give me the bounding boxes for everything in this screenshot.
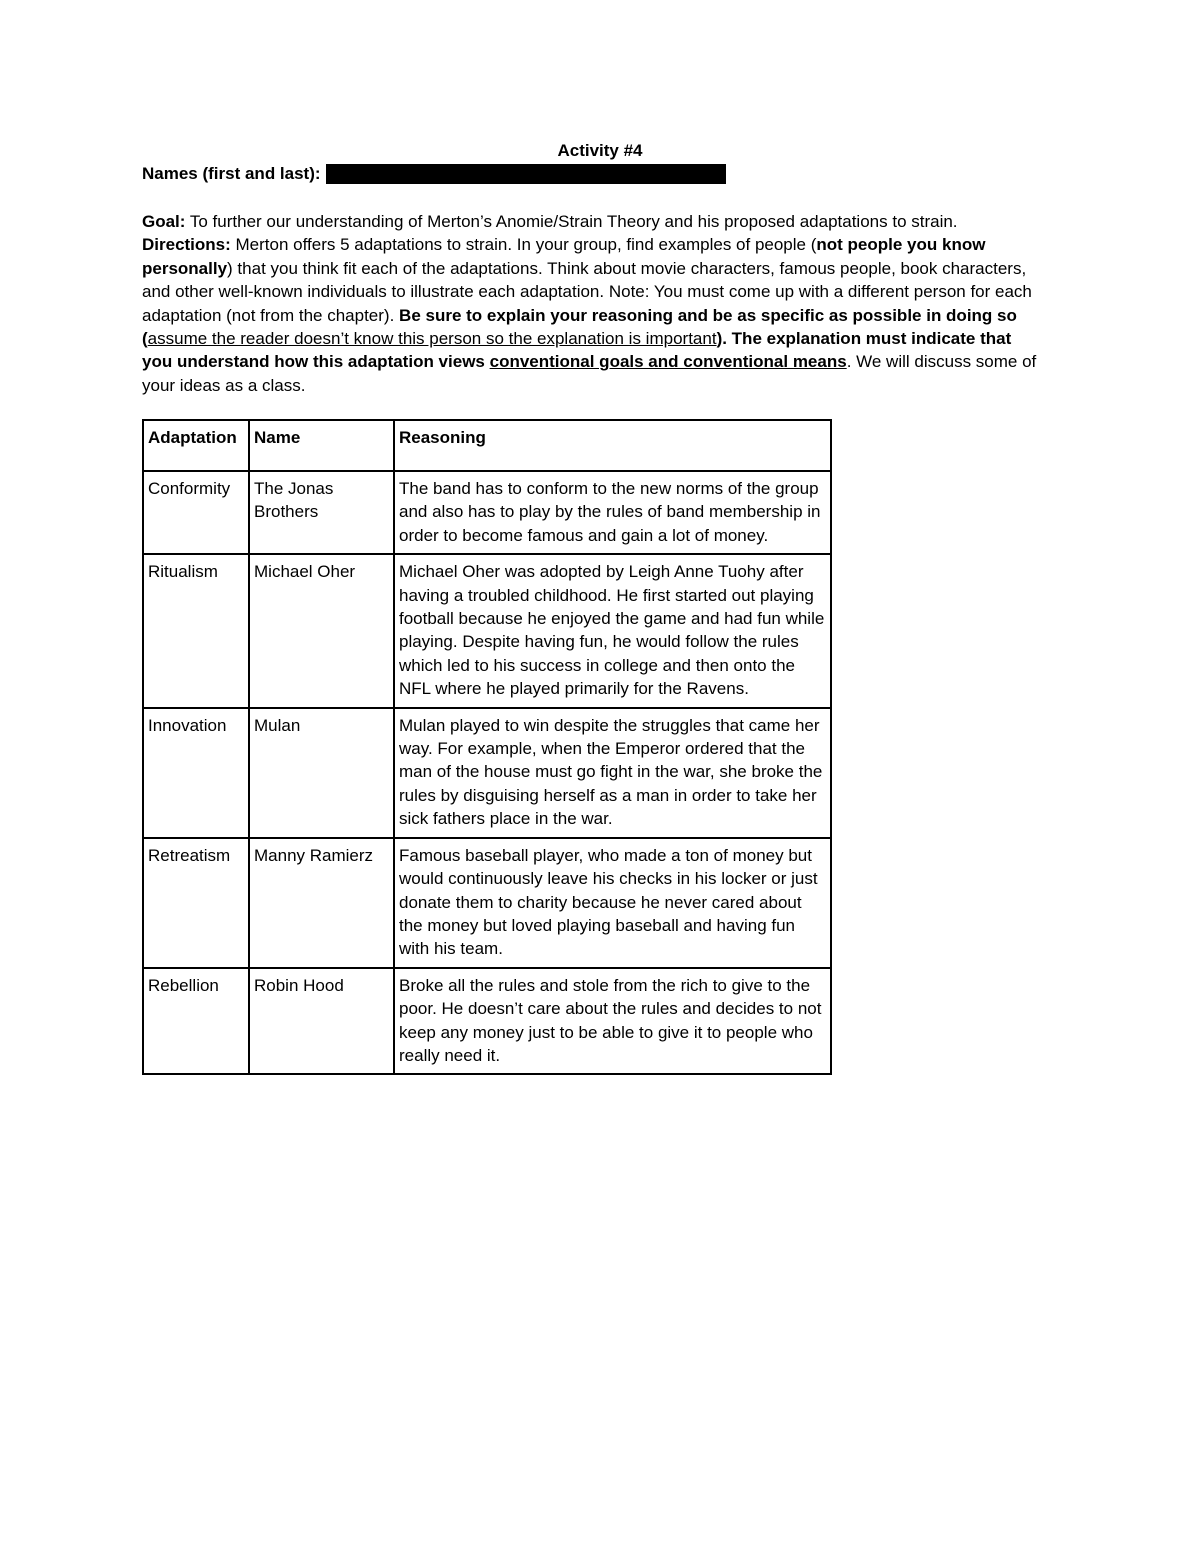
cell-reasoning: Famous baseball player, who made a ton of money but would continuously leave his checks in his locker or just donate them to charity because he never cared about the money but loved playing baseball and having fun with his team.: [394, 838, 831, 968]
goal-paragraph: [142, 210, 1042, 233]
goal-label: Goal:: [142, 212, 186, 231]
table-row: [143, 968, 831, 1075]
cell-name: Michael Oher: [249, 554, 394, 707]
cell-name: The Jonas Brothers: [249, 471, 394, 554]
directions-bold-3: ). The explanation must indicate that you understand how this adaptation views: [142, 329, 1012, 372]
cell-name: Robin Hood: [249, 968, 394, 1075]
adaptations-table: [142, 419, 832, 1075]
directions-label: Directions:: [142, 235, 231, 255]
instructions-block: [142, 210, 1042, 397]
cell-name: Manny Ramierz: [249, 838, 394, 968]
directions-bold-underline: conventional goals and conventional means: [489, 352, 847, 372]
cell-adaptation: Innovation: [143, 708, 249, 838]
names-line: [142, 164, 726, 184]
cell-name: Mulan: [249, 708, 394, 838]
cell-adaptation: Ritualism: [143, 554, 249, 707]
cell-reasoning: Michael Oher was adopted by Leigh Anne Tuohy after having a troubled childhood. He first started out playing football because he enjoyed the game and had fun while playing. Despite having fun, he would follow the rules which led to his success in college and then onto the NFL where he played primarily for the Ravens.: [394, 554, 831, 707]
directions-underline-1: assume the reader doesn’t know this person so the explanation is important: [147, 329, 717, 349]
header-reasoning: Reasoning: [394, 420, 831, 471]
table-row: [143, 554, 831, 707]
directions-paragraph: [142, 233, 1042, 397]
directions-text-2: ) that you think fit each of the adaptations. Think about movie characters, famous people, book characters, and other well-known individuals to illustrate each adaptation. Note: You must come up with a different person for each adaptation (not from the chapter).: [142, 258, 1032, 325]
cell-reasoning: Broke all the rules and stole from the rich to give to the poor. He doesn’t care about the rules and decides to not keep any money just to be able to give it to people who really need it.: [394, 968, 831, 1075]
table-row: [143, 838, 831, 968]
table-row: [143, 708, 831, 838]
cell-reasoning: Mulan played to win despite the struggles that came her way. For example, when the Emperor ordered that the man of the house must go fight in the war, she broke the rules by disguising herself as a man in order to take her sick fathers place in the war.: [394, 708, 831, 838]
cell-adaptation: Retreatism: [143, 838, 249, 968]
header-name: Name: [249, 420, 394, 471]
table-row: [143, 471, 831, 554]
directions-text-3: . We will discuss some of your ideas as a class.: [142, 352, 1037, 395]
cell-reasoning: The band has to conform to the new norms of the group and also has to play by the rules of band membership in order to become famous and gain a lot of money.: [394, 471, 831, 554]
page-title: [0, 141, 1200, 161]
goal-text: To further our understanding of Merton’s Anomie/Strain Theory and his proposed adaptations to strain.: [185, 212, 958, 231]
cell-adaptation: Rebellion: [143, 968, 249, 1075]
names-label: Names (first and last):: [142, 164, 321, 183]
title-text: Activity #4: [557, 141, 643, 160]
header-adaptation: Adaptation: [143, 420, 249, 471]
directions-bold-1: not people you know personally: [142, 235, 986, 278]
directions-bold-2: Be sure to explain your reasoning and be as specific as possible in doing so (: [142, 305, 1017, 349]
directions-text-1: Merton offers 5 adaptations to strain. In your group, find examples of people (: [230, 235, 817, 255]
redacted-names-bar: [326, 164, 726, 184]
cell-adaptation: Conformity: [143, 471, 249, 554]
table-header-row: [143, 420, 831, 471]
